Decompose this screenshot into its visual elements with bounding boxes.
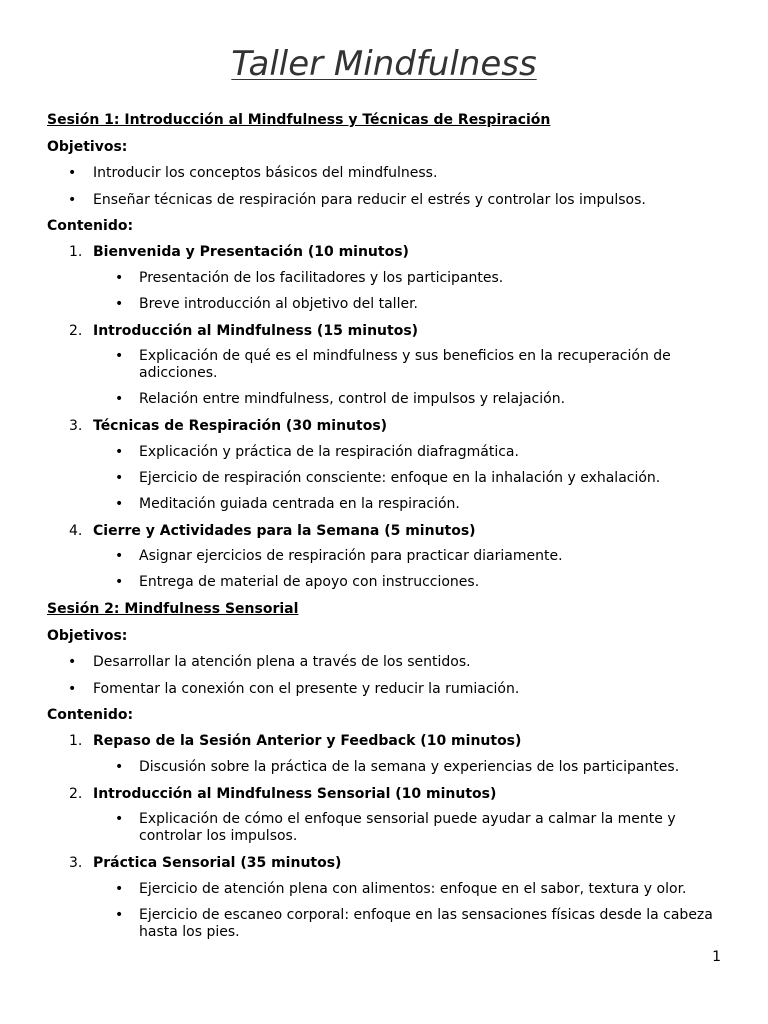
session-heading: Sesión 2: Mindfulness Sensorial (47, 601, 299, 617)
content-item (47, 732, 727, 776)
objectives-list (47, 653, 727, 698)
item-title: Introducción al Mindfulness (15 minutos) (93, 322, 419, 339)
document-body (47, 111, 727, 950)
item-bullets (93, 759, 727, 776)
item-title: Bienvenida y Presentación (10 minutos) (93, 244, 409, 260)
bullet-item: • Ejercicio de respiración consciente: enfoque en la inhalación y exhalación. (93, 470, 727, 487)
objectives-list (47, 164, 727, 209)
content-label: Contenido: (47, 218, 134, 234)
bullet-item: • Ejercicio de escaneo corporal: enfoque en las sensaciones físicas desde la cabeza hasta los pies. (93, 907, 727, 941)
bullet-item: • Ejercicio de atención plena con alimentos: enfoque en el sabor, textura y olor. (93, 881, 727, 898)
objective-item: • Introducir los conceptos básicos del mindfulness. (47, 164, 727, 182)
bullet-item: • Explicación de qué es el mindfulness y sus beneficios en la recuperación de adicciones. (93, 348, 727, 382)
content-list (47, 243, 727, 591)
item-title: Práctica Sensorial (35 minutos) (93, 855, 342, 871)
bullet-item: • Relación entre mindfulness, control de impulsos y relajación. (93, 391, 727, 408)
bullet-item: • Discusión sobre la práctica de la semana y experiencias de los participantes. (93, 759, 727, 776)
bullet-item: • Meditación guiada centrada en la respiración. (93, 496, 727, 513)
item-number: 1. (69, 733, 83, 749)
item-bullets (93, 444, 727, 513)
item-title: Introducción al Mindfulness Sensorial (10 minutos) (93, 785, 497, 802)
item-title: Repaso de la Sesión Anterior y Feedback (10 minutos) (93, 733, 522, 749)
item-number: 1. (69, 244, 83, 260)
document-title: Taller Mindfulness (231, 44, 537, 84)
content-item (47, 785, 727, 846)
item-title: Cierre y Actividades para la Semana (5 minutos) (93, 522, 476, 539)
content-item (47, 522, 727, 592)
objective-item: • Fomentar la conexión con el presente y reducir la rumiación. (47, 680, 727, 698)
item-bullets (93, 881, 727, 941)
item-bullets (93, 348, 727, 408)
content-item (47, 322, 727, 409)
objectives-label: Objetivos: (47, 139, 128, 155)
item-number: 3. (69, 418, 83, 434)
bullet-item: • Explicación de cómo el enfoque sensorial puede ayudar a calmar la mente y controlar los impulsos. (93, 811, 727, 845)
item-number: 3. (69, 855, 83, 871)
item-title: Técnicas de Respiración (30 minutos) (93, 418, 388, 434)
session-2 (47, 600, 727, 941)
item-number: 4. (69, 522, 83, 539)
session-1 (47, 111, 727, 591)
objective-item: • Enseñar técnicas de respiración para reducir el estrés y controlar los impulsos. (47, 191, 727, 209)
objectives-label: Objetivos: (47, 628, 128, 644)
bullet-item: • Explicación y práctica de la respiración diafragmática. (93, 444, 727, 461)
content-item (47, 854, 727, 941)
item-number: 2. (69, 322, 83, 339)
objective-item: • Desarrollar la atención plena a través de los sentidos. (47, 653, 727, 671)
session-heading: Sesión 1: Introducción al Mindfulness y Técnicas de Respiración (47, 112, 551, 128)
bullet-item: • Presentación de los facilitadores y los participantes. (93, 270, 727, 287)
bullet-item: • Asignar ejercicios de respiración para practicar diariamente. (93, 548, 727, 565)
bullet-item: • Entrega de material de apoyo con instrucciones. (93, 574, 727, 591)
content-list (47, 732, 727, 941)
content-item (47, 417, 727, 513)
item-bullets (93, 548, 727, 591)
content-label: Contenido: (47, 707, 134, 723)
item-number: 2. (69, 785, 83, 802)
item-bullets (93, 270, 727, 313)
bullet-item: • Breve introducción al objetivo del taller. (93, 296, 727, 313)
page-number: 1 (712, 949, 721, 965)
item-bullets (93, 811, 727, 845)
content-item (47, 243, 727, 313)
